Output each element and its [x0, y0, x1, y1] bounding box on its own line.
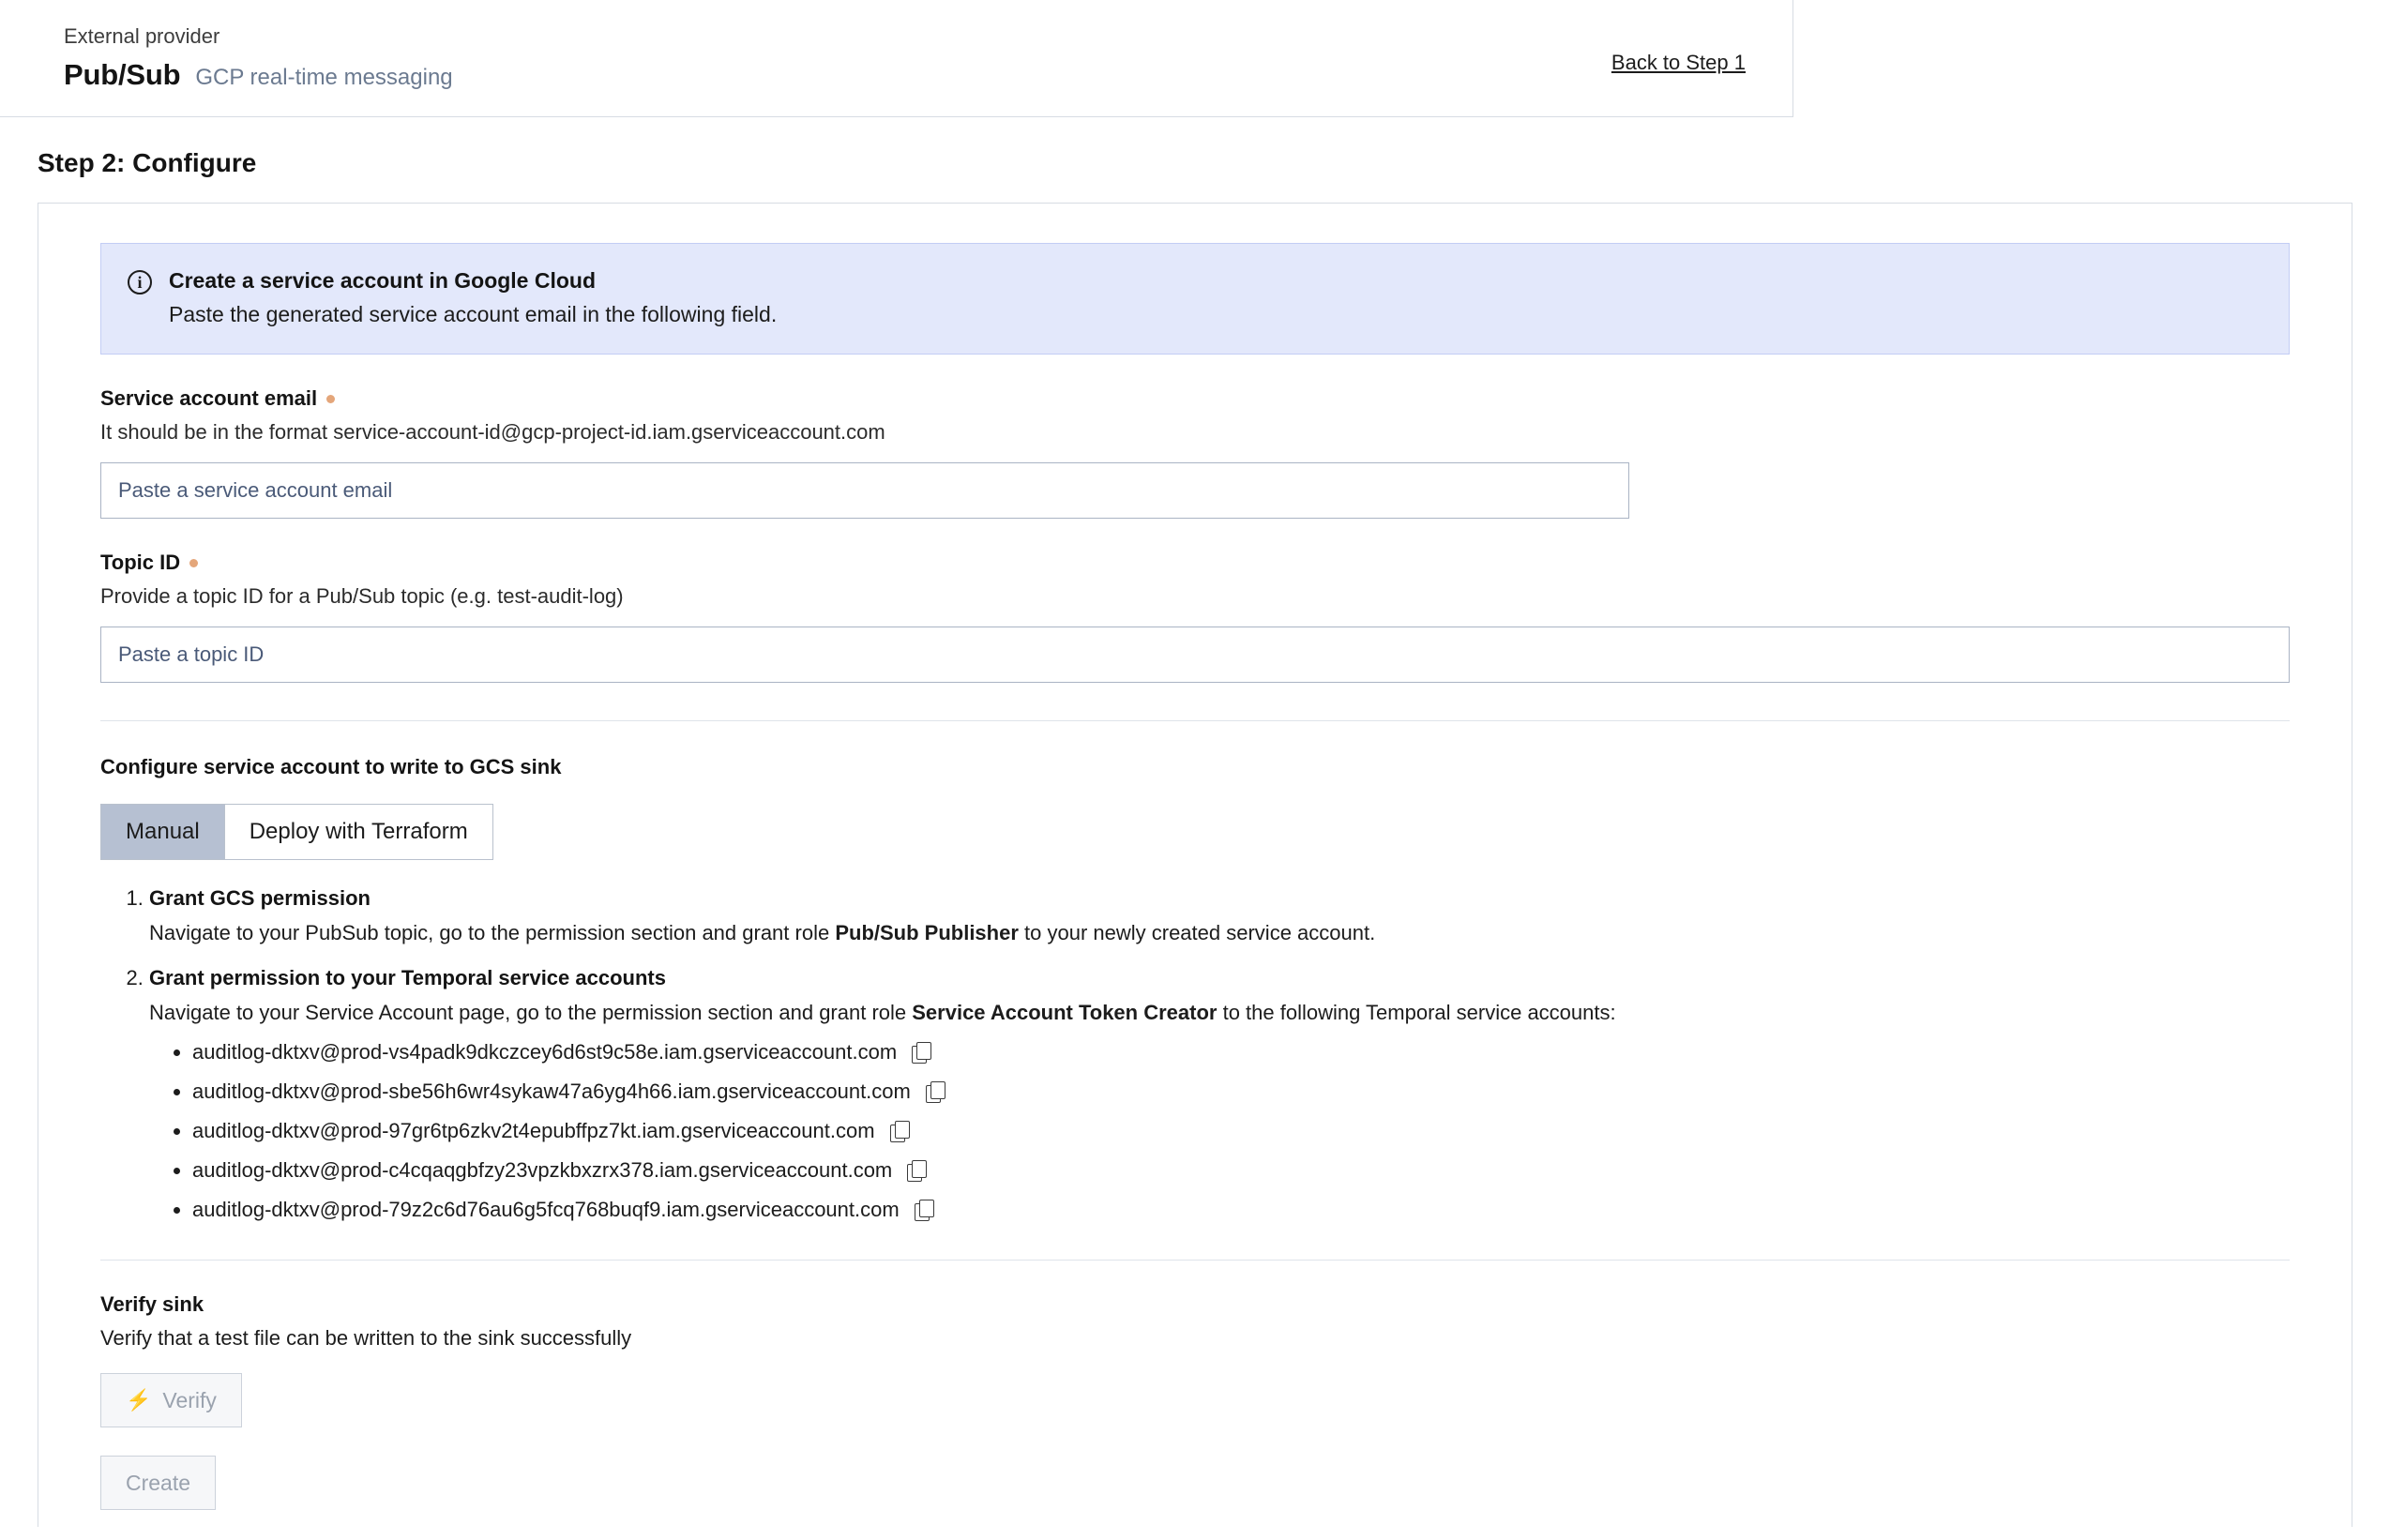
topic-id-input[interactable] [100, 627, 2290, 683]
step-1-text [149, 921, 2290, 945]
provider-title-row [64, 58, 453, 92]
topic-id-hint: Provide a topic ID for a Pub/Sub topic (e.g. test-audit-log) [100, 584, 624, 609]
provider-title: Pub/Sub [64, 58, 181, 92]
list-item [192, 1198, 2290, 1222]
step-grant-gcs-permission [149, 886, 2290, 945]
create-button[interactable] [100, 1456, 216, 1510]
list-item [192, 1119, 2290, 1143]
step-2-text [149, 1001, 2290, 1025]
configure-method-tabs [100, 804, 2290, 860]
verify-divider [100, 1260, 2290, 1261]
verify-button[interactable] [100, 1373, 242, 1427]
topic-id-field-group [100, 551, 2290, 683]
provider-header-card [0, 0, 1793, 117]
topic-id-label: Topic ID [100, 551, 181, 575]
service-account-email-input[interactable] [100, 462, 1629, 519]
service-account-email-field-group [100, 386, 2290, 519]
service-account-email-label: Service account email [100, 386, 318, 411]
required-indicator-icon [189, 559, 198, 567]
step-1-title: Grant GCS permission [149, 886, 371, 911]
service-account-value: • auditlog-dktxv@prod-c4cqaqgbfzy23vpzkbxzrx378.iam.gserviceaccount.com [192, 1158, 893, 1183]
section-divider [100, 720, 2290, 721]
copy-icon[interactable] [912, 1042, 930, 1063]
bolt-icon: ⚡ [126, 1388, 152, 1412]
step-1-role: Pub/Sub Publisher [835, 921, 1019, 945]
topic-id-label-row [100, 551, 2290, 575]
list-item [192, 1040, 2290, 1064]
copy-icon[interactable] [890, 1121, 909, 1141]
step-2-role: Service Account Token Creator [912, 1001, 1218, 1025]
verify-sink-subtitle: Verify that a test file can be written to the sink successfully [100, 1326, 632, 1351]
provider-subtitle: GCP real-time messaging [195, 65, 453, 91]
service-account-email-label-row [100, 386, 2290, 411]
verify-button-label: Verify [162, 1387, 217, 1412]
provider-eyebrow: External provider [64, 24, 220, 48]
service-account-value: • auditlog-dktxv@prod-97gr6tp6zkv2t4epubffpz7kt.iam.gserviceaccount.com [192, 1119, 875, 1143]
step-2-text-before: Navigate to your Service Account page, go to the permission section and grant role [149, 1001, 913, 1025]
step-1-text-before: Navigate to your PubSub topic, go to the permission section and grant role [149, 921, 836, 945]
info-banner-title: Create a service account in Google Cloud [169, 268, 597, 294]
step-1-text-after: to your newly created service account. [1018, 921, 1376, 945]
verify-sink-title: Verify sink [100, 1292, 204, 1317]
provider-info [64, 24, 453, 92]
service-account-email-hint: It should be in the format service-account-id@gcp-project-id.iam.gserviceaccount.com [100, 420, 885, 445]
info-banner-text [169, 268, 777, 327]
step-grant-temporal-permission [149, 966, 2290, 1222]
copy-icon[interactable] [915, 1200, 933, 1220]
topic-id-placeholder: Paste a topic ID [118, 642, 265, 667]
verify-sink-section [100, 1292, 2290, 1510]
configure-card [38, 203, 2352, 1527]
info-icon: i [128, 270, 152, 294]
list-item [192, 1080, 2290, 1104]
copy-icon[interactable] [926, 1081, 945, 1102]
required-indicator-icon [326, 395, 335, 403]
list-item [192, 1158, 2290, 1183]
temporal-service-accounts-list [149, 1040, 2290, 1222]
service-account-email-placeholder: Paste a service account email [118, 478, 393, 503]
page-title: Step 2: Configure [38, 148, 257, 178]
manual-steps-list [100, 886, 2290, 1222]
create-button-label: Create [126, 1470, 191, 1495]
info-banner [100, 243, 2290, 355]
tab-deploy-with-terraform[interactable]: Deploy with Terraform [225, 804, 493, 860]
info-banner-body: Paste the generated service account email in the following field. [169, 302, 778, 327]
copy-icon[interactable] [907, 1160, 926, 1181]
service-account-value: • auditlog-dktxv@prod-sbe56h6wr4sykaw47a6yg4h66.iam.gserviceaccount.com [192, 1080, 911, 1104]
service-account-value: • auditlog-dktxv@prod-vs4padk9dkczcey6d6st9c58e.iam.gserviceaccount.com [192, 1040, 898, 1064]
service-account-value: • auditlog-dktxv@prod-79z2c6d76au6g5fcq768buqf9.iam.gserviceaccount.com [192, 1198, 900, 1222]
back-to-step-1-link[interactable]: Back to Step 1 [1611, 51, 1746, 74]
step-2-title: Grant permission to your Temporal service accounts [149, 966, 666, 990]
configure-section-title: Configure service account to write to GCS sink [100, 755, 562, 779]
tab-manual[interactable]: Manual [100, 804, 225, 860]
step-2-text-after: to the following Temporal service accounts: [1217, 1001, 1616, 1025]
